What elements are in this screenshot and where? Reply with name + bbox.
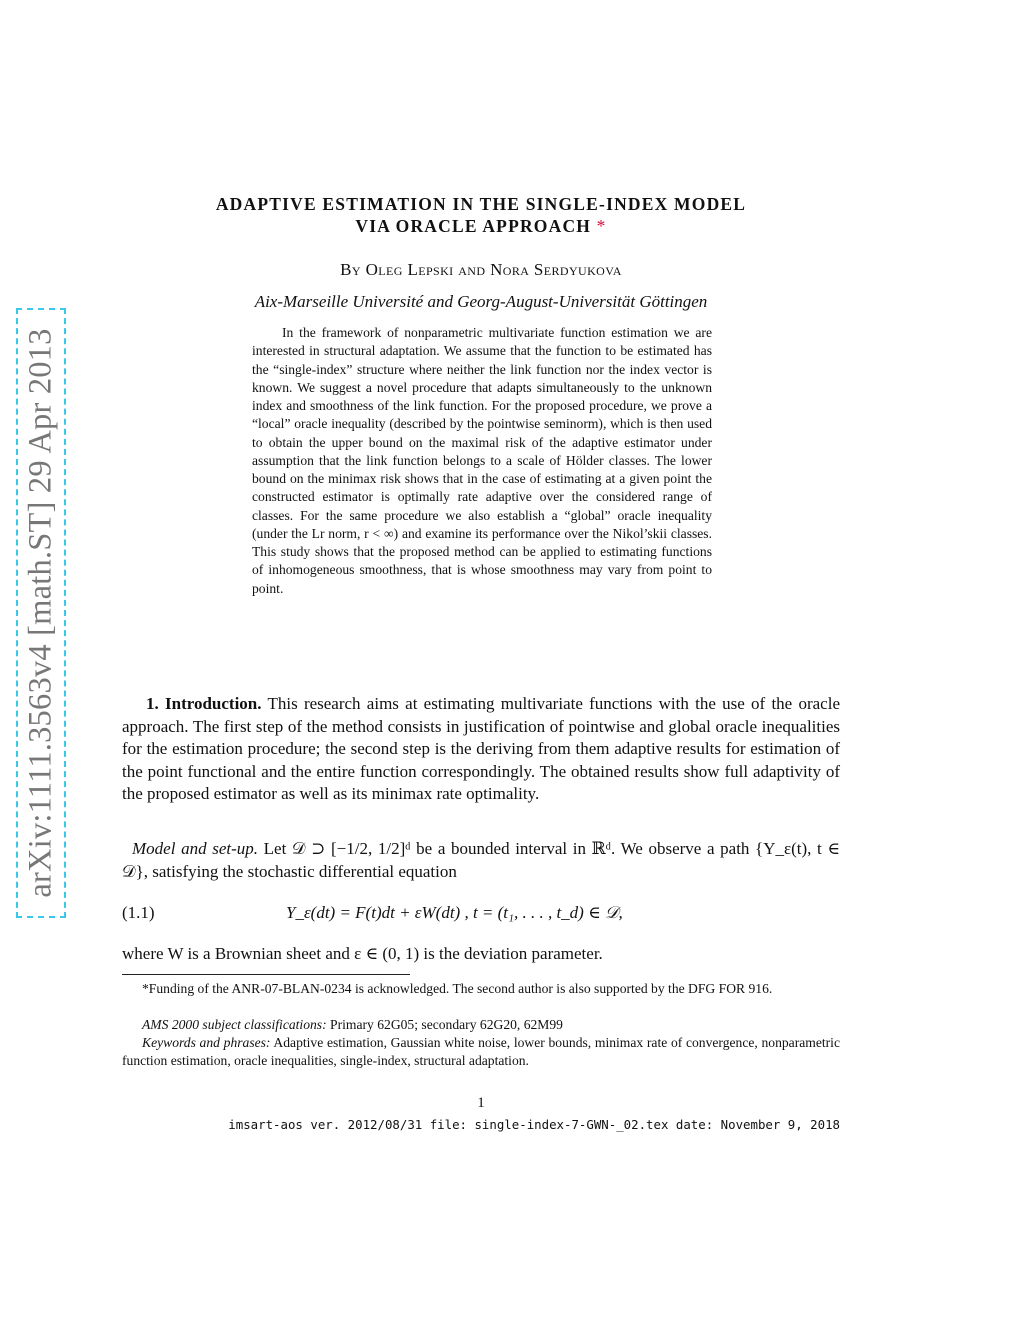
page-number: 1 — [477, 1095, 485, 1111]
page-footer: imsart-aos ver. 2012/08/31 file: single-index-7-GWN-_02.tex date: November 9, 2018 — [228, 1117, 840, 1132]
arxiv-id: arXiv:1111.3563v4 [math.ST] 29 Apr 2013 — [22, 328, 59, 898]
keywords-text: Adaptive estimation, Gaussian white noise, lower bounds, minimax rate of convergence, nonparametric function estimation, oracle inequalities, single-index, structural adaptation. — [122, 1035, 840, 1068]
abstract: In the framework of nonparametric multivariate function estimation we are interested in structural adaptation. We assume that the function to be estimated has the “single-index” structure where neither the link function nor the index vector is known. We suggest a novel procedure that adapts simultaneously to the unknown index and smoothness of the link function. For the proposed procedure, we prove a “local” oracle inequality (described by the pointwise seminorm), which is then used to obtain the upper bound on the maximal risk of the adaptive estimator under assumption that the link function belongs to a scale of Hölder classes. The lower bound on the minimax risk shows that in the case of estimating at a given point the constructed estimator is optimally rate adaptive over the considered range of classes. For the same procedure we also establish a “global” oracle inequality (under the Lr norm, r < ∞) and examine its performance over the Nikol’skii classes. This study shows that the proposed method can be applied to estimating functions of inhomogeneous smoothness, that is whose smoothness may vary from point to point. — [252, 325, 712, 596]
affiliation: Aix-Marseille Université and Georg-August-Universität Göttingen — [254, 292, 708, 311]
ams-label: AMS 2000 subject classifications: — [142, 1017, 327, 1032]
footnote-rule — [122, 974, 410, 975]
footnote-keywords — [122, 1034, 840, 1070]
arxiv-stamp — [16, 308, 66, 918]
title-footnote-mark[interactable]: * — [596, 216, 607, 236]
paper-title-line-1: ADAPTIVE ESTIMATION IN THE SINGLE-INDEX MODEL — [215, 194, 747, 214]
authors: By Oleg Lepski and Nora Serdyukova — [340, 260, 622, 279]
model-paragraph — [122, 838, 840, 883]
introduction-heading: 1. Introduction. — [146, 694, 262, 713]
introduction-paragraph — [122, 693, 840, 806]
introduction-text: This research aims at estimating multivariate functions with the use of the oracle approach. The first step of the method consists in justification of pointwise and global oracle inequalities for the estimation procedure; the second step is the deriving from them adaptive results for estimation of the point functional and the entire function correspondingly. The obtained results show full adaptivity of the proposed estimator as well as its minimax rate optimality. — [122, 694, 840, 804]
footnote-funding: *Funding of the ANR-07-BLAN-0234 is acknowledged. The second author is also supported by the DFG FOR 916. — [142, 981, 773, 996]
footnote-ams — [122, 1016, 840, 1034]
equation-body: Y_ε(dt) = F(t)dt + εW(dt) , t = (t₁, . . . , t_d) ∈ 𝒟, — [286, 903, 623, 922]
where-paragraph: where W is a Brownian sheet and ε ∈ (0, 1) is the deviation parameter. — [122, 944, 603, 963]
model-text: Let 𝒟 ⊃ [−1/2, 1/2]ᵈ be a bounded interval in ℝᵈ. We observe a path {Y_ε(t), t ∈ 𝒟}, satisfying the stochastic differential equation — [122, 839, 840, 881]
paper-title-line-2: VIA ORACLE APPROACH * — [355, 216, 607, 236]
keywords-label: Keywords and phrases: — [142, 1035, 271, 1050]
equation-number: (1.1) — [122, 903, 155, 922]
equation-1-1 — [122, 903, 840, 927]
ams-text: Primary 62G05; secondary 62G20, 62M99 — [330, 1017, 563, 1032]
model-heading: Model and set-up. — [132, 839, 258, 858]
